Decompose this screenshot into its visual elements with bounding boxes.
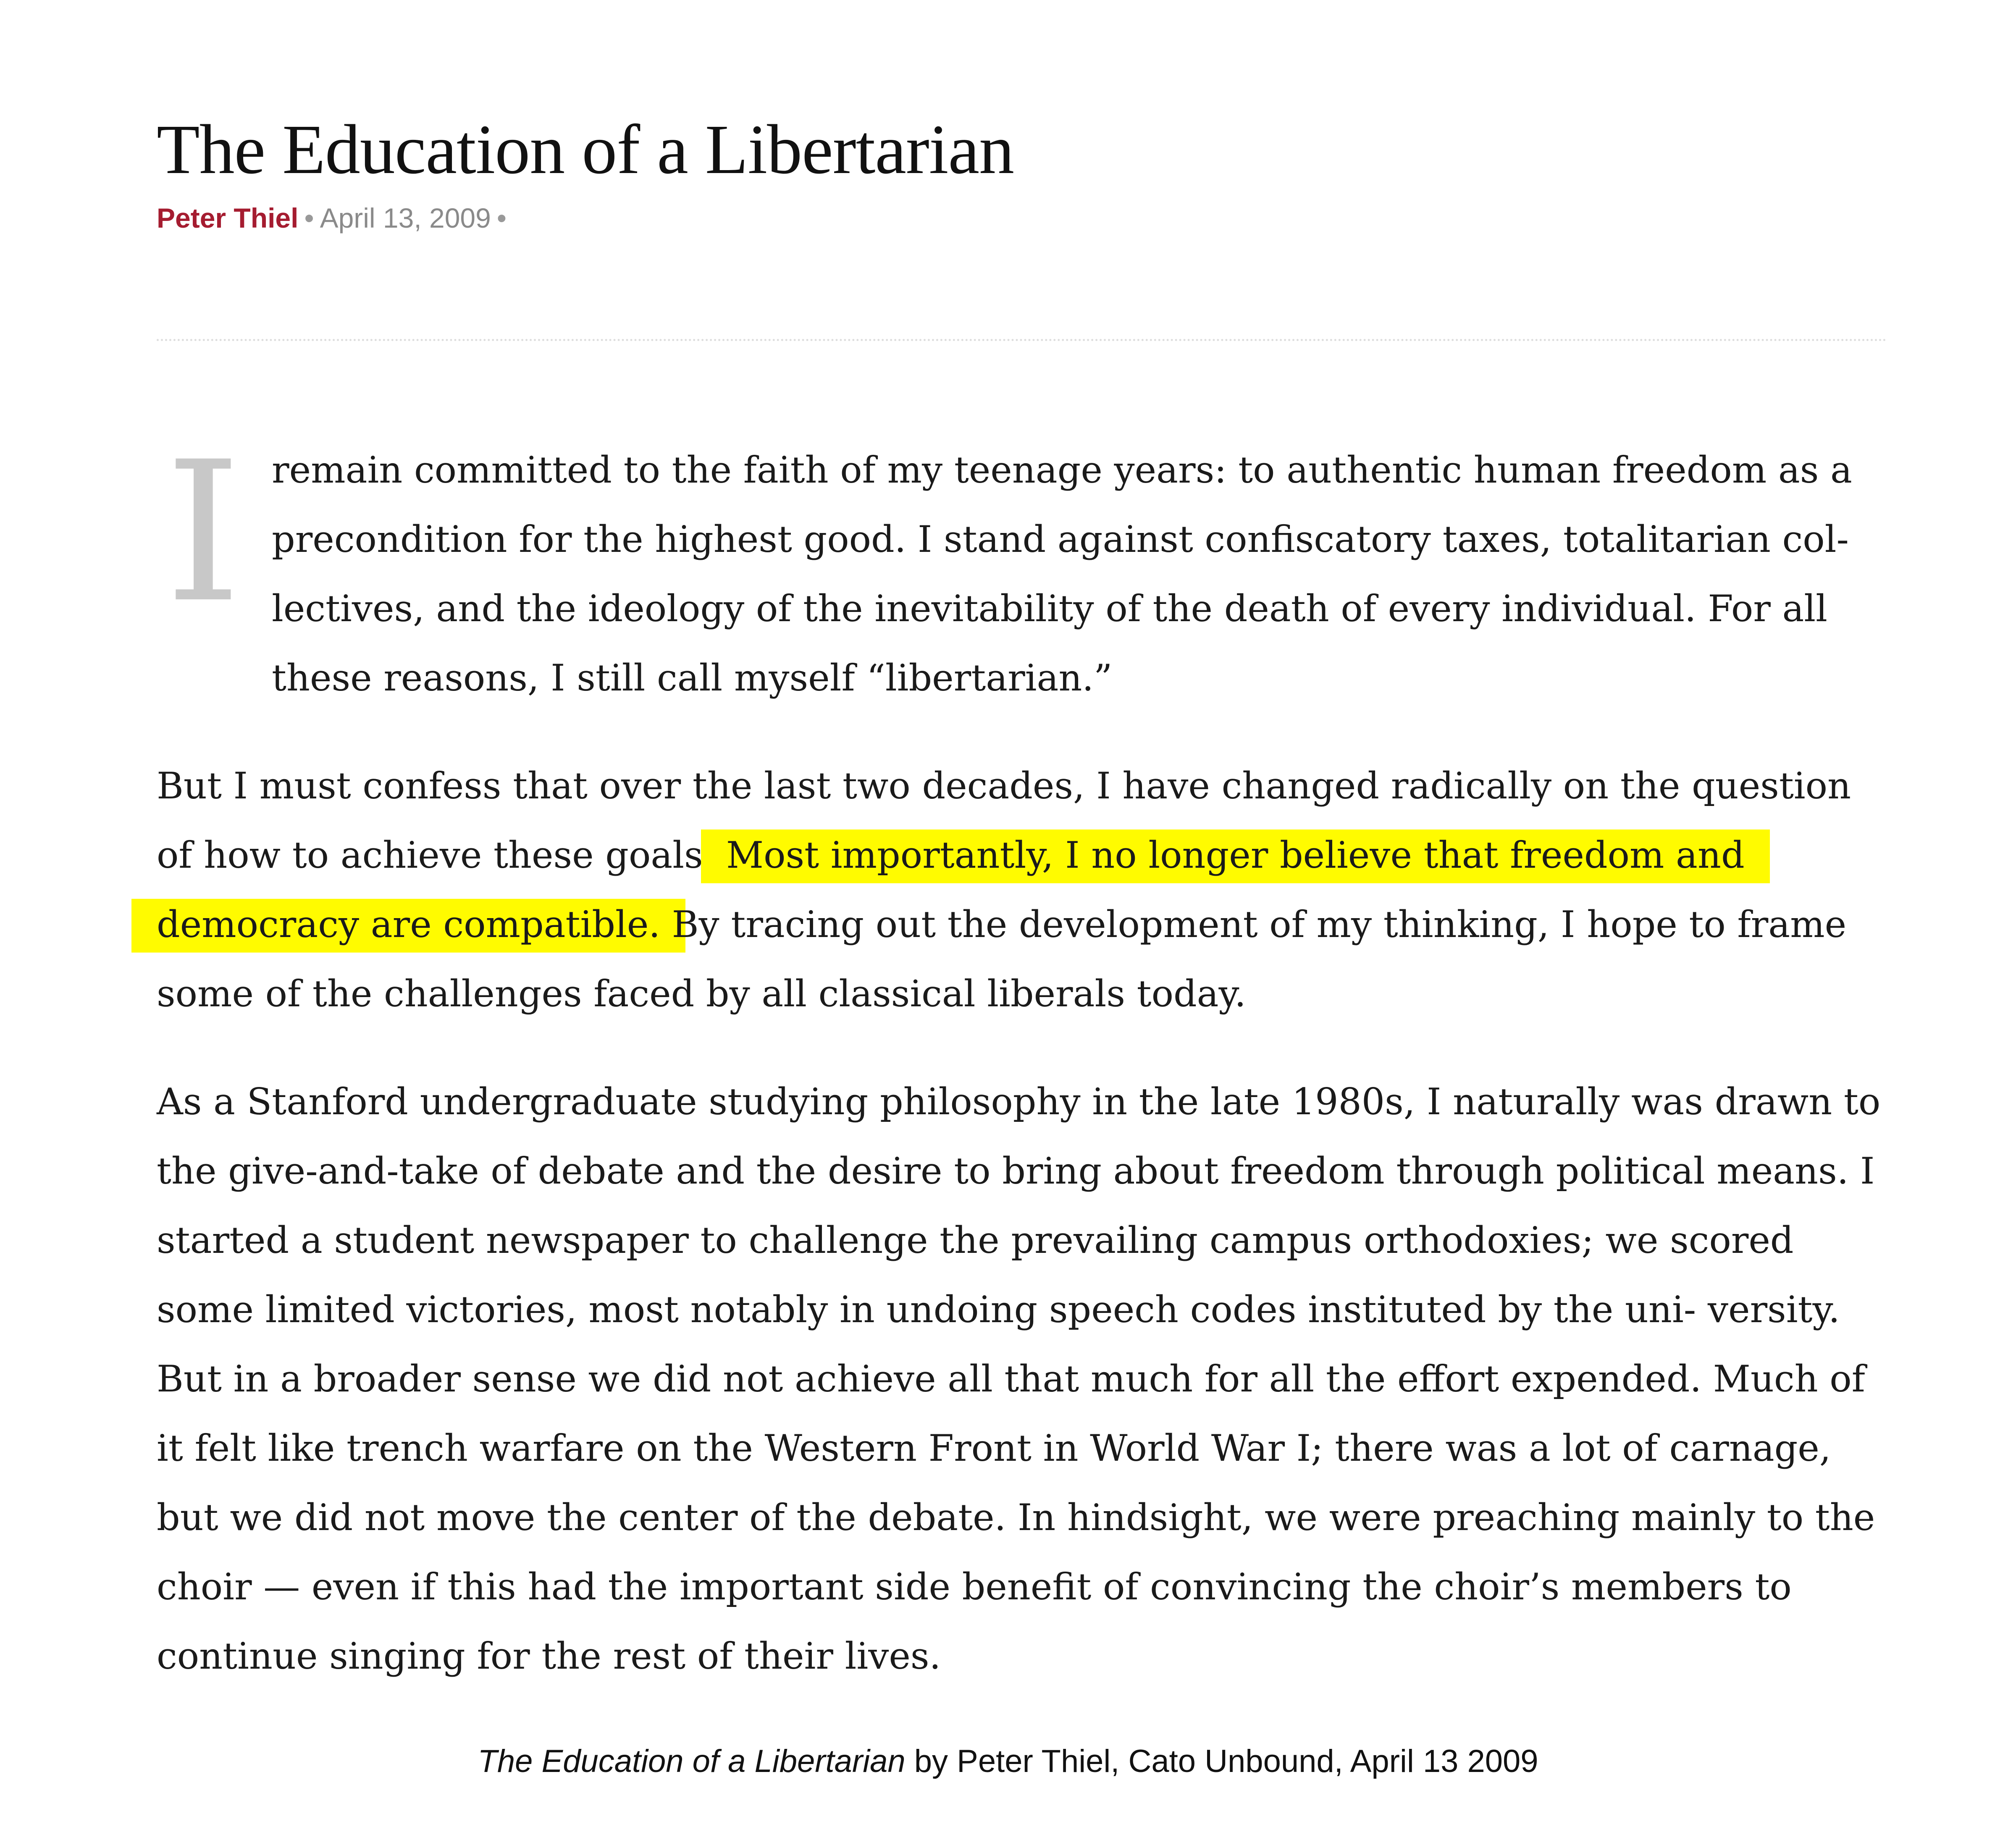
publish-date: April 13, 2009 [320,202,491,234]
meta-separator: • [304,202,314,234]
divider [157,339,1887,341]
paragraph-3-text: As a Stanford undergraduate studying philosophy in the late 1980s, I naturally was drawn to the give-and-take of debate and the desire to bring about freedom through political means. I started a student newspaper to challenge the prevailing campus orthodoxies; we scored some limited victories, most notably in undoing speech codes instituted by the uni- versity. But in a broader sense we did not achieve all that much for all the effort expended. Much of it felt like trench warfare on the Western Front in World War I; there was a lot of carnage, but we did not move the center of the debate. In hindsight, we were preaching mainly to the choir — even if this had the important side benefit of convincing the choir’s members to continue singing for the rest of their lives. [157,1080,1881,1678]
paragraph-1-text: remain committed to the faith of my teenage years: to authentic human freedom as a precondition for the highest good. I stand against confiscatory taxes, totalitarian col- lectives, and the ideology of the inevitability of the death of every individual. For all these reasons, I still call myself “libertarian.” [272,449,1852,700]
paragraph-2 [157,751,1887,1029]
drop-cap: I [165,420,242,646]
paragraph-2-after: By tracing out the development of my thinking, I hope to frame some of the challenges faced by all classical liberals today. [157,903,1847,1016]
paragraph-2-before: But I must confess that over the last two decades, I have changed radically on the question of how to achieve these goals. [157,764,1851,877]
article-meta [157,202,1887,234]
article [157,109,1887,1730]
image-caption [0,1743,2016,1780]
paragraph-1 [157,420,1887,713]
article-title: The Education of a Libertarian [157,110,1014,189]
caption-title: The Education of a Libertarian [478,1743,906,1779]
article-body [157,420,1887,1691]
author-link[interactable]: Peter Thiel [157,202,299,234]
paragraph-3 [157,1067,1887,1691]
highlighted-quote: Most importantly, I no longer believe that freedom and democracy are compatible. [157,830,1745,953]
caption-source: by Peter Thiel, Cato Unbound, April 13 2009 [905,1743,1538,1779]
meta-separator: • [496,202,507,234]
